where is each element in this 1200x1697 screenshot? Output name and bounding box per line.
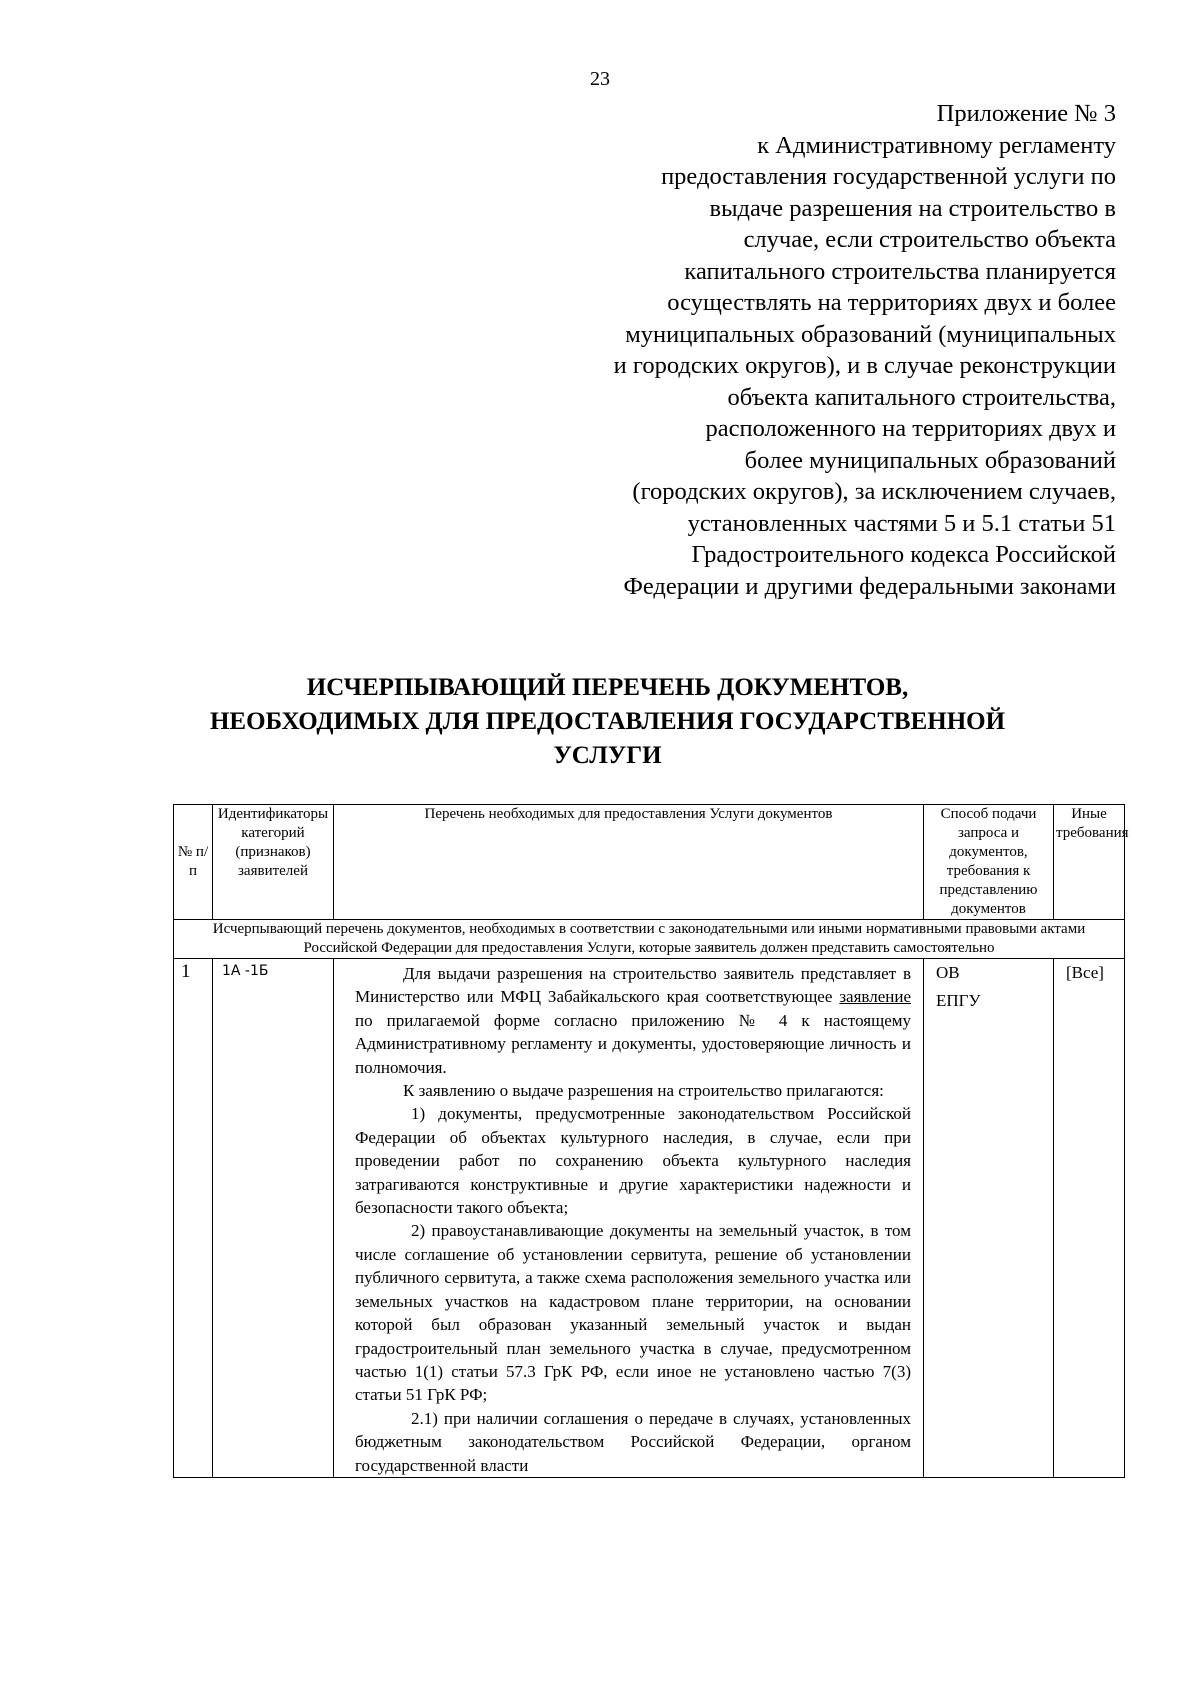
appendix-line: (городских округов), за исключением случаев, xyxy=(632,478,1116,505)
title-line: НЕОБХОДИМЫХ ДЛЯ ПРЕДОСТАВЛЕНИЯ ГОСУДАРСТВЕННОЙ xyxy=(209,708,1006,735)
row-number: 1 xyxy=(174,959,213,1478)
header-identifiers: Идентификаторы категорий (признаков) заявителей xyxy=(213,805,334,920)
header-other: Иные требования xyxy=(1054,805,1125,920)
text-span: Для выдачи разрешения на строительство заявитель представляет в Министерство или МФЦ Забайкальского края соответствующее xyxy=(355,964,911,1007)
section-caption: Исчерпывающий перечень документов, необходимых в соответствии с законодательными или иными нормативными правовыми актами Российской Федерации для предоставления Услуги, которые заявитель должен представить самостоятельно xyxy=(174,920,1125,959)
appendix-line: предоставления государственной услуги по xyxy=(661,163,1116,190)
appendix-line: осуществлять на территориях двух и более xyxy=(667,289,1116,316)
appendix-line: капитального строительства планируется xyxy=(684,257,1116,285)
header-num: № п/п xyxy=(174,805,213,920)
section-caption-row xyxy=(174,920,1125,959)
header-documents: Перечень необходимых для предоставления Услуги документов xyxy=(334,805,924,920)
title-line: УСЛУГИ xyxy=(553,742,662,769)
row-submission xyxy=(924,959,1054,1478)
row-other-requirements: [Все] xyxy=(1054,959,1125,1478)
document-paragraph xyxy=(355,962,911,1079)
submission-method: ОВ xyxy=(936,963,960,982)
table-row xyxy=(174,959,1125,1478)
title-line: ИСЧЕРПЫВАЮЩИЙ ПЕРЕЧЕНЬ ДОКУМЕНТОВ, xyxy=(306,674,909,701)
appendix-note xyxy=(476,98,1116,602)
page-number: 23 xyxy=(590,68,610,90)
text-span: по прилагаемой форме согласно приложению № 4 к настоящему Административному регламенту и документы, удостоверяющие личность и полномочия. xyxy=(355,1010,911,1077)
row-identifiers: 1А -1Б xyxy=(213,959,334,1478)
appendix-line: установленных частями 5 и 5.1 статьи 51 xyxy=(687,509,1116,537)
documents-table xyxy=(173,804,1129,1478)
document-title xyxy=(160,671,1055,773)
table-header-row xyxy=(174,805,1125,920)
appendix-line: к Административному регламенту xyxy=(757,131,1116,159)
appendix-line: Градостроительного кодекса Российской xyxy=(691,541,1116,568)
appendix-line: Приложение № 3 xyxy=(936,100,1116,127)
document-paragraph: К заявлению о выдаче разрешения на строительство прилагаются: xyxy=(403,1081,884,1101)
appendix-line: случае, если строительство объекта xyxy=(743,226,1116,253)
appendix-line: и городских округов), и в случае реконструкции xyxy=(613,352,1116,379)
application-link-text: заявление xyxy=(839,987,911,1007)
appendix-line: Федерации и другими федеральными законами xyxy=(623,572,1116,600)
appendix-line: более муниципальных образований xyxy=(744,446,1116,474)
submission-method: ЕПГУ xyxy=(936,991,981,1010)
appendix-line: объекта капитального строительства, xyxy=(727,383,1116,411)
appendix-line: муниципальных образований (муниципальных xyxy=(625,320,1116,348)
row-documents xyxy=(334,959,924,1478)
document-paragraph: 2) правоустанавливающие документы на земельный участок, в том числе соглашение об установлении сервитута, решение об установлении публичного сервитута, а также схема расположения земельного участка или земельных участков на кадастровом плане территории, на основании которой был образован указанный земельный участок и выдан градостроительный план земельного участка в случае, предусмотренном частью 1(1) статьи 57.3 ГрК РФ, если иное не установлено частью 7(3) статьи 51 ГрК РФ; xyxy=(355,1221,911,1405)
header-submission: Способ подачи запроса и документов, требования к представлению документов xyxy=(924,805,1054,920)
document-paragraph: 2.1) при наличии соглашения о передаче в случаях, установленных бюджетным законодательством Российской Федерации, органом государственной власти xyxy=(355,1408,911,1475)
document-paragraph: 1) документы, предусмотренные законодательством Российской Федерации об объектах культурного наследия, в случае, если при проведении работ по сохранению объекта культурного наследия затрагиваются конструктивные и другие характеристики надежности и безопасности такого объекта; xyxy=(355,1104,911,1218)
appendix-line: выдаче разрешения на строительство в xyxy=(709,194,1116,222)
appendix-line: расположенного на территориях двух и xyxy=(705,415,1116,442)
